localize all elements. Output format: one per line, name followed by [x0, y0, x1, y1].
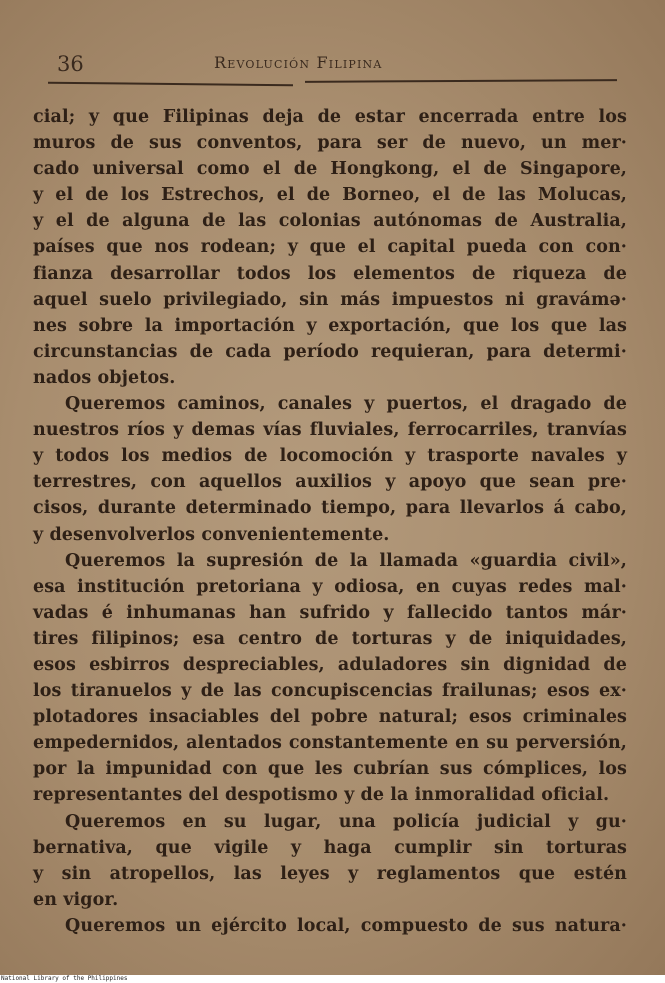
text-line: y desenvolverlos convenientemente. [33, 524, 390, 545]
page-number: 36 [57, 52, 84, 76]
text-line: cado universal como el de Hongkong, el de Singapore, [33, 159, 627, 180]
text-line: tires filipinos; esa centro de torturas y de iniquidades, [33, 628, 627, 649]
text-line: empedernidos, alentados constantemente en su perversión, [33, 733, 627, 754]
text-line: vadas é inhumanas han sufrido y fallecido tantos már· [33, 602, 627, 623]
text-line: nados objetos. [33, 367, 176, 388]
text-line: terrestres, con aquellos auxilios y apoyo que sean pre· [33, 472, 627, 493]
text-line: en vigor. [33, 889, 119, 910]
library-credit: National Library of the Philippines [0, 975, 665, 983]
text-line: bernativa, que vigile y haga cumplir sin torturas [33, 837, 627, 858]
text-line: y sin atropellos, las leyes y reglamentos que estén [33, 863, 627, 884]
text-line: cisos, durante determinado tiempo, para llevarlos á cabo, [33, 498, 627, 519]
text-line: Queremos la supresión de la llamada «guardia civil», [65, 550, 627, 571]
body-text [33, 104, 627, 939]
text-line: países que nos rodean; y que el capital pueda con con· [33, 237, 627, 258]
text-line: Queremos un ejército local, compuesto de sus natura· [65, 915, 627, 936]
header-rule-right [305, 79, 617, 83]
text-line: y el de alguna de las colonias autónomas de Australia, [33, 211, 627, 232]
text-line: los tiranuelos y de las concupiscencias frailunas; esos ex· [33, 681, 627, 702]
header-rule-left [48, 82, 293, 87]
text-line: esa institución pretoriana y odiosa, en cuyas redes mal· [33, 576, 627, 597]
text-line: aquel suelo privilegiado, sin más impuestos ni gravámə· [33, 289, 627, 310]
text-line: esos esbirros despreciables, aduladores sin dignidad de [33, 654, 627, 675]
text-line: y el de los Estrechos, el de Borneo, el de las Molucas, [33, 185, 627, 206]
text-line: nes sobre la importación y exportación, que los que las [33, 315, 627, 336]
text-line: y todos los medios de locomoción y trasporte navales y [33, 446, 627, 467]
text-line: por la impunidad con que les cubrían sus cómplices, los [33, 759, 627, 780]
text-line: fianza desarrollar todos los elementos de riqueza de [33, 263, 627, 284]
text-line: Queremos caminos, canales y puertos, el dragado de [65, 394, 627, 415]
text-line: nuestros ríos y demas vías fluviales, ferrocarriles, tranvías [33, 420, 627, 441]
text-line: plotadores insaciables del pobre natural; esos criminales [33, 707, 627, 728]
text-line: Queremos en su lugar, una policía judicial y gu· [65, 811, 627, 832]
text-line: cial; y que Filipinas deja de estar encerrada entre los [33, 107, 627, 127]
running-head: Revolución Filipina [214, 53, 383, 72]
text-line: circunstancias de cada período requieran, para determi· [33, 341, 627, 362]
text-line: muros de sus conventos, para ser de nuevo, un mer· [33, 133, 627, 154]
text-line: representantes del despotismo y de la inmoralidad oficial. [33, 785, 610, 806]
